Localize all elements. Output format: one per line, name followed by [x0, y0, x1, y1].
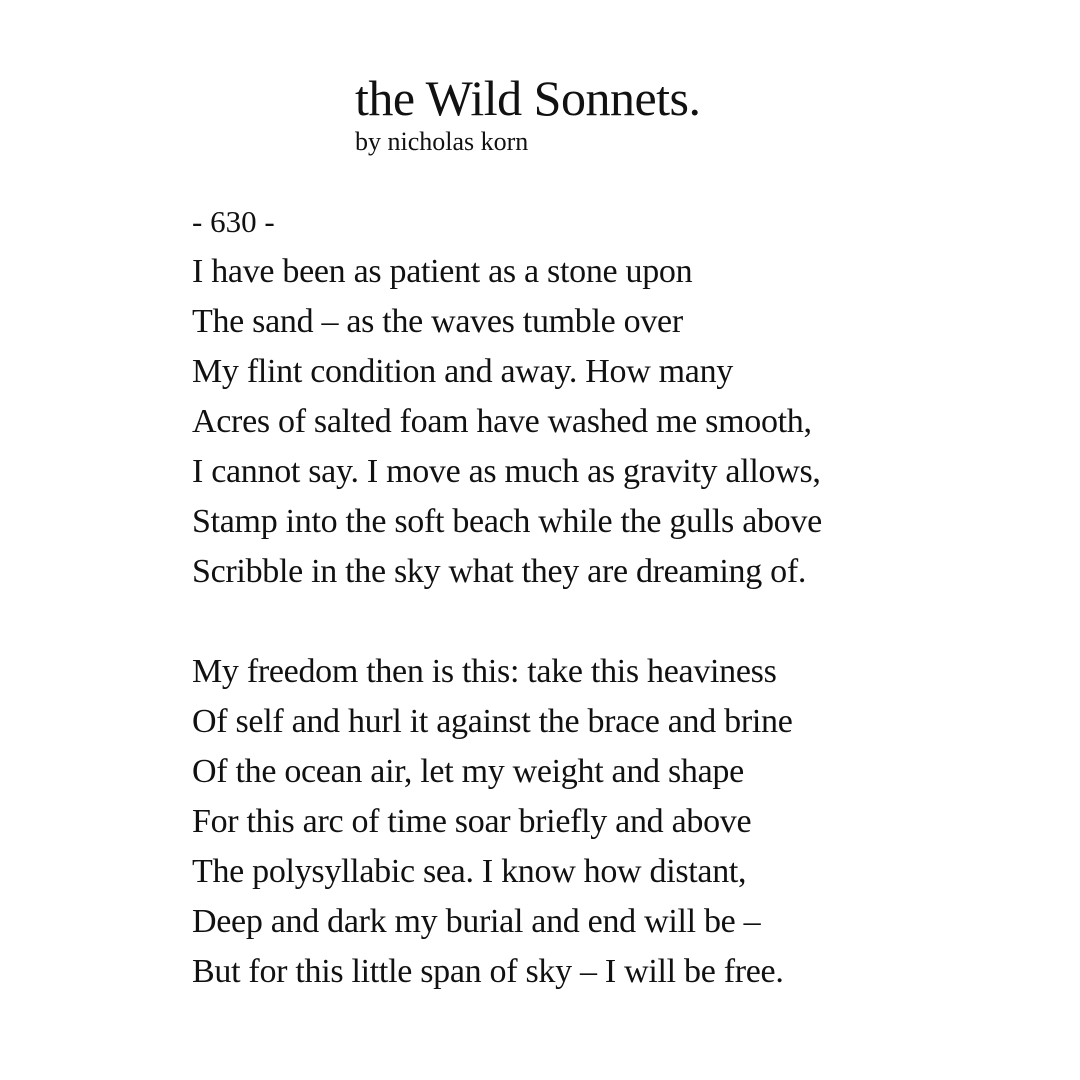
page-title: the Wild Sonnets.	[355, 70, 701, 126]
poem-line: The polysyllabic sea. I know how distant,	[192, 853, 747, 890]
sonnet-number: - 630 -	[192, 204, 275, 239]
poem-line: I cannot say. I move as much as gravity allows,	[192, 453, 821, 490]
poem-line: Deep and dark my burial and end will be –	[192, 903, 761, 940]
stanza-2	[192, 647, 1052, 997]
poem-line: Scribble in the sky what they are dreaming of.	[192, 553, 807, 590]
poem-line: Acres of salted foam have washed me smooth,	[192, 403, 812, 440]
poem-line: For this arc of time soar briefly and above	[192, 803, 752, 840]
poem-line: Of self and hurl it against the brace and brine	[192, 703, 793, 740]
author-byline: by nicholas korn	[355, 127, 529, 156]
poem-line: My freedom then is this: take this heaviness	[192, 653, 777, 690]
poem-line: But for this little span of sky – I will be free.	[192, 953, 784, 990]
stanza-1	[192, 247, 1052, 597]
poem-line: Stamp into the soft beach while the gulls above	[192, 503, 822, 540]
poem	[192, 197, 1052, 997]
header	[355, 70, 915, 158]
poem-line: My flint condition and away. How many	[192, 353, 733, 390]
poem-line: The sand – as the waves tumble over	[192, 303, 683, 340]
poem-line: I have been as patient as a stone upon	[192, 253, 693, 290]
poem-line: Of the ocean air, let my weight and shape	[192, 753, 744, 790]
